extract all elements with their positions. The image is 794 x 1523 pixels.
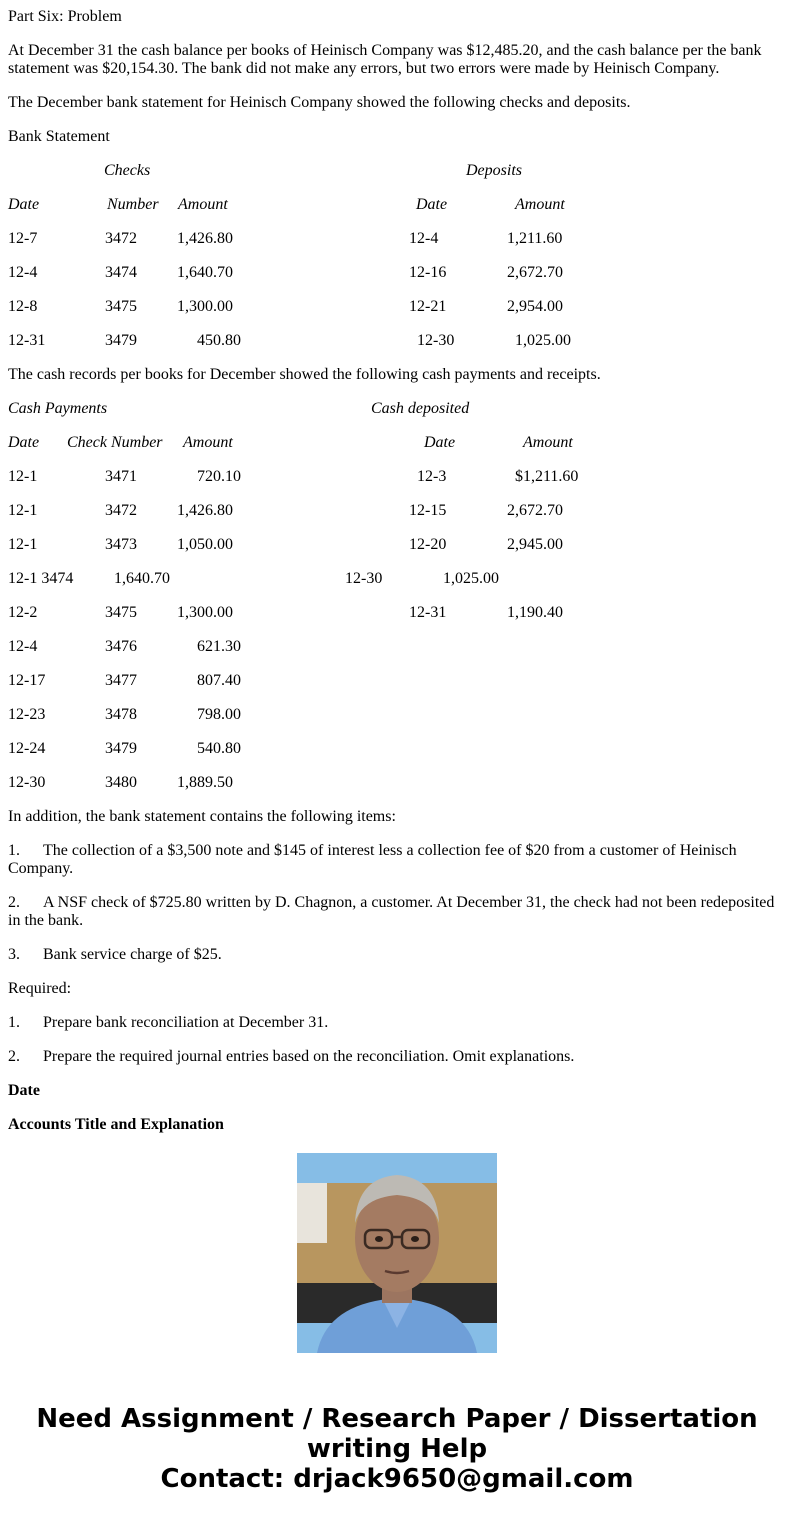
payment-number: 3475 [105,604,137,621]
bank-item [8,894,786,930]
checks-header-date: Date [8,196,40,213]
bank-check-date: 12-7 [8,230,38,247]
required-text: Prepare bank reconciliation at December 31. [43,1014,329,1031]
bank-deposit-date: 12-16 [409,264,447,281]
deposited-date: 12-20 [409,536,447,553]
payment-date: 12-4 [8,638,38,655]
payment-number: 3473 [105,536,137,553]
required-text: Prepare the required journal entries based on the reconciliation. Omit explanations. [43,1048,575,1065]
deposits-header-date: Date [416,196,448,213]
payment-amount: 1,050.00 [177,536,233,553]
deposited-date: 12-31 [409,604,447,621]
checks-header-number: Number [107,196,159,213]
payments-header-amount: Amount [183,434,233,451]
payment-date: 12-1 3474 [8,570,74,587]
books-intro: The cash records per books for December showed the following cash payments and receipts. [8,366,601,383]
payment-amount: 540.80 [197,740,241,757]
deposited-header-amount: Amount [523,434,573,451]
payment-amount: 807.40 [197,672,241,689]
payment-date: 12-23 [8,706,46,723]
deposited-amount: 1,190.40 [507,604,563,621]
deposits-title: Deposits [466,162,522,179]
payment-amount: 621.30 [197,638,241,655]
payments-header-date: Date [8,434,40,451]
intro-paragraph: At December 31 the cash balance per books of Heinisch Company was $12,485.20, and the cash balance per the bank statement was $20,154.30. The bank did not make any errors, but two errors were made by Heinisch Company. [8,42,762,77]
payment-amount: 1,300.00 [177,604,233,621]
bank-deposit-amount: 1,025.00 [515,332,571,349]
payment-date: 12-24 [8,740,46,757]
cash-deposited-title: Cash deposited [371,400,470,417]
payment-date: 12-1 [8,468,38,485]
payment-number: 3471 [105,468,137,485]
bank-item [8,842,786,878]
payment-number: 3477 [105,672,137,689]
required-number: 1. [8,1014,20,1031]
payment-amount: 798.00 [197,706,241,723]
required-item [8,1014,786,1032]
bank-statement-title: Bank Statement [8,128,110,145]
item-number: 2. [8,894,20,911]
payment-number: 3476 [105,638,137,655]
bank-deposit-date: 12-21 [409,298,447,315]
addition-intro: In addition, the bank statement contains the following items: [8,808,396,825]
deposits-header-amount: Amount [515,196,565,213]
bank-deposit-amount: 2,672.70 [507,264,563,281]
deposited-date: 12-30 [345,570,383,587]
deposited-date: 12-3 [417,468,447,485]
item-number: 3. [8,946,20,963]
item-text: Bank service charge of $25. [43,946,222,963]
payment-date: 12-1 [8,502,38,519]
bank-check-date: 12-31 [8,332,46,349]
bank-check-amount: 1,426.80 [177,230,233,247]
required-label: Required: [8,980,72,997]
bank-deposit-amount: 2,954.00 [507,298,563,315]
promo-line: Need Assignment / Research Paper / Dissertation [36,1404,758,1434]
deposited-header-date: Date [424,434,456,451]
item-text: A NSF check of $725.80 written by D. Chagnon, a customer. At December 31, the check had not been redeposited in the bank. [8,894,775,929]
item-number: 1. [8,842,20,859]
promo-line: writing Help [306,1434,488,1464]
author-avatar [297,1153,497,1353]
bank-check-number: 3475 [105,298,137,315]
bank-check-number: 3479 [105,332,137,349]
cash-payments-title: Cash Payments [8,400,108,417]
payments-header-check-number: Check Number [67,434,163,451]
bank-check-number: 3474 [105,264,137,281]
payment-number: 3478 [105,706,137,723]
bank-check-amount: 450.80 [197,332,241,349]
payment-amount: 1,640.70 [114,570,170,587]
promo-contact: Contact: drjack9650@gmail.com [160,1464,634,1494]
required-item [8,1048,786,1066]
journal-header-accounts: Accounts Title and Explanation [8,1116,224,1133]
bank-check-number: 3472 [105,230,137,247]
bank-deposit-date: 12-4 [409,230,439,247]
promo-banner [0,1404,794,1494]
checks-header-amount: Amount [178,196,228,213]
payment-number: 3472 [105,502,137,519]
deposited-amount: 1,025.00 [443,570,499,587]
item-text: The collection of a $3,500 note and $145 of interest less a collection fee of $20 from a customer of Heinisch Company. [8,842,737,877]
bank-check-date: 12-4 [8,264,38,281]
deposited-amount: 2,945.00 [507,536,563,553]
payment-date: 12-2 [8,604,38,621]
payment-number: 3479 [105,740,137,757]
payment-date: 12-17 [8,672,46,689]
bank-item [8,946,786,964]
bank-check-amount: 1,640.70 [177,264,233,281]
bank-deposit-amount: 1,211.60 [507,230,563,247]
payment-date: 12-30 [8,774,46,791]
bank-check-amount: 1,300.00 [177,298,233,315]
journal-header-date: Date [8,1082,40,1099]
person-photo-icon [297,1153,497,1353]
payment-amount: 720.10 [197,468,241,485]
checks-title: Checks [104,162,151,179]
required-number: 2. [8,1048,20,1065]
payment-amount: 1,426.80 [177,502,233,519]
bank-intro: The December bank statement for Heinisch Company showed the following checks and deposits. [8,94,631,111]
payment-date: 12-1 [8,536,38,553]
page-heading: Part Six: Problem [8,8,122,25]
deposited-amount: $1,211.60 [515,468,579,485]
deposited-date: 12-15 [409,502,447,519]
payment-amount: 1,889.50 [177,774,233,791]
bank-check-date: 12-8 [8,298,38,315]
deposited-amount: 2,672.70 [507,502,563,519]
bank-deposit-date: 12-30 [417,332,455,349]
payment-number: 3480 [105,774,137,791]
